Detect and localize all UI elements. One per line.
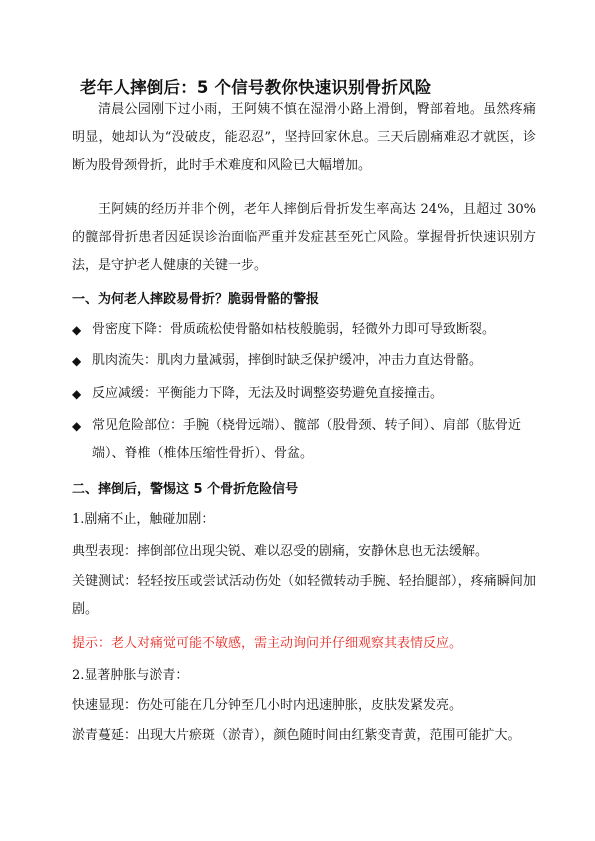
diamond-bullet-icon: ◆ — [72, 323, 82, 337]
document-title: 老年人摔倒后：5 个信号教你快速识别骨折风险 — [80, 78, 432, 97]
signal-1-typical: 典型表现：摔倒部位出现尖锐、难以忍受的剧痛，安静休息也无法缓解。 — [72, 544, 489, 559]
bullet-item — [72, 316, 536, 344]
diamond-bullet-icon: ◆ — [72, 387, 82, 401]
intro-paragraph-2: 王阿姨的经历并非个例，老年人摔倒后骨折发生率高达 24%，且超过 30% 的髋部骨折患者因延误诊治面临严重并发症甚至死亡风险。掌握骨折快速识别方法，是守护老人健康的关键一步。 — [72, 202, 536, 273]
section-1-heading: 一、为何老人摔跤易骨折？脆弱骨骼的警报 — [72, 292, 320, 307]
intro-paragraph-1: 清晨公园刚下过小雨，王阿姨不慎在湿滑小路上滑倒，臀部着地。虽然疼痛明显，她却认为“没破皮，能忍忍”，坚持回家休息。三天后剧痛难忍才就医，诊断为股骨颈骨折，此时手术难度和风险已大幅增加。 — [72, 102, 536, 173]
bullet-text: 反应减缓：平衡能力下降，无法及时调整姿势避免直接撞击。 — [92, 386, 444, 401]
signal-1-title: 1.剧痛不止，触碰加剧： — [72, 512, 215, 527]
signal-1-test: 关键测试：轻轻按压或尝试活动伤处（如轻微转动手腕、轻抬腿部），疼痛瞬间加剧。 — [72, 574, 536, 617]
bullet-item — [72, 380, 536, 408]
signal-1-tip: 提示：老人对痛觉可能不敏感，需主动询问并仔细观察其表情反应。 — [72, 636, 463, 651]
section-2-heading: 二、摔倒后，警惕这 5 个骨折危险信号 — [72, 482, 299, 497]
signal-2-bruise: 淤青蔓延：出现大片瘀斑（淤青），颜色随时间由红紫变青黄，范围可能扩大。 — [72, 728, 521, 743]
bullet-item — [72, 347, 536, 375]
signal-2-swelling: 快速显现：伤处可能在几分钟至几小时内迅速肿胀，皮肤发紧发亮。 — [72, 698, 463, 713]
bullet-text: 肌肉流失：肌肉力量减弱，摔倒时缺乏保护缓冲，冲击力直达骨骼。 — [92, 353, 483, 368]
bullet-item — [72, 412, 536, 468]
diamond-bullet-icon: ◆ — [72, 354, 82, 368]
diamond-bullet-icon: ◆ — [72, 419, 82, 433]
signal-2-title: 2.显著肿胀与淤青： — [72, 668, 189, 683]
bullet-text: 骨密度下降：骨质疏松使骨骼如枯枝般脆弱，轻微外力即可导致断裂。 — [92, 322, 496, 337]
bullet-text: 常见危险部位：手腕（桡骨远端）、髋部（股骨颈、转子间）、肩部（肱骨近端）、脊椎（椎体压缩性骨折）、骨盆。 — [92, 418, 522, 461]
